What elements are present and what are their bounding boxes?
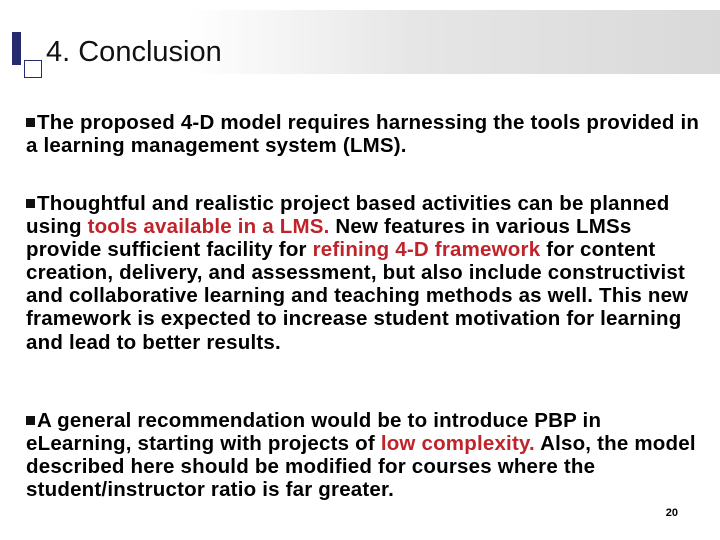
square-bullet-icon xyxy=(26,118,35,127)
paragraph-2-text: Thoughtful and realistic project based activities can be planned using xyxy=(26,192,670,239)
bullet-paragraph-2 xyxy=(26,192,702,354)
paragraph-2-text: for content creation, delivery, and assessment, but also include constructivist and collaborative learning and teaching methods as well. This new framework is expected to increase student motivation for learning and lead to better results. xyxy=(26,238,689,354)
accent-bar xyxy=(12,32,21,65)
square-bullet-icon xyxy=(26,199,35,208)
bullet-paragraph-3 xyxy=(26,409,702,501)
paragraph-3-text: Also, the model described here should be modified for courses where the student/instructor ratio is far greater. xyxy=(26,432,696,502)
paragraph-1-text: The proposed 4-D model requires harnessing the tools provided in a learning management system (LMS). xyxy=(26,111,700,158)
paragraph-3-text: A general recommendation would be to introduce PBP in eLearning, starting with projects of xyxy=(26,409,602,456)
accent-square xyxy=(24,60,42,78)
paragraph-2-text: New features in various LMSs provide sufficient facility for xyxy=(26,215,632,262)
square-bullet-icon xyxy=(26,416,35,425)
highlighted-phrase: low complexity. xyxy=(380,432,535,456)
highlighted-phrase: refining 4-D framework xyxy=(312,238,541,262)
bullet-paragraph-1 xyxy=(26,111,702,157)
highlighted-phrase: tools available in a LMS. xyxy=(87,215,330,239)
page-number: 20 xyxy=(665,507,678,519)
slide-title: 4. Conclusion xyxy=(46,36,222,68)
